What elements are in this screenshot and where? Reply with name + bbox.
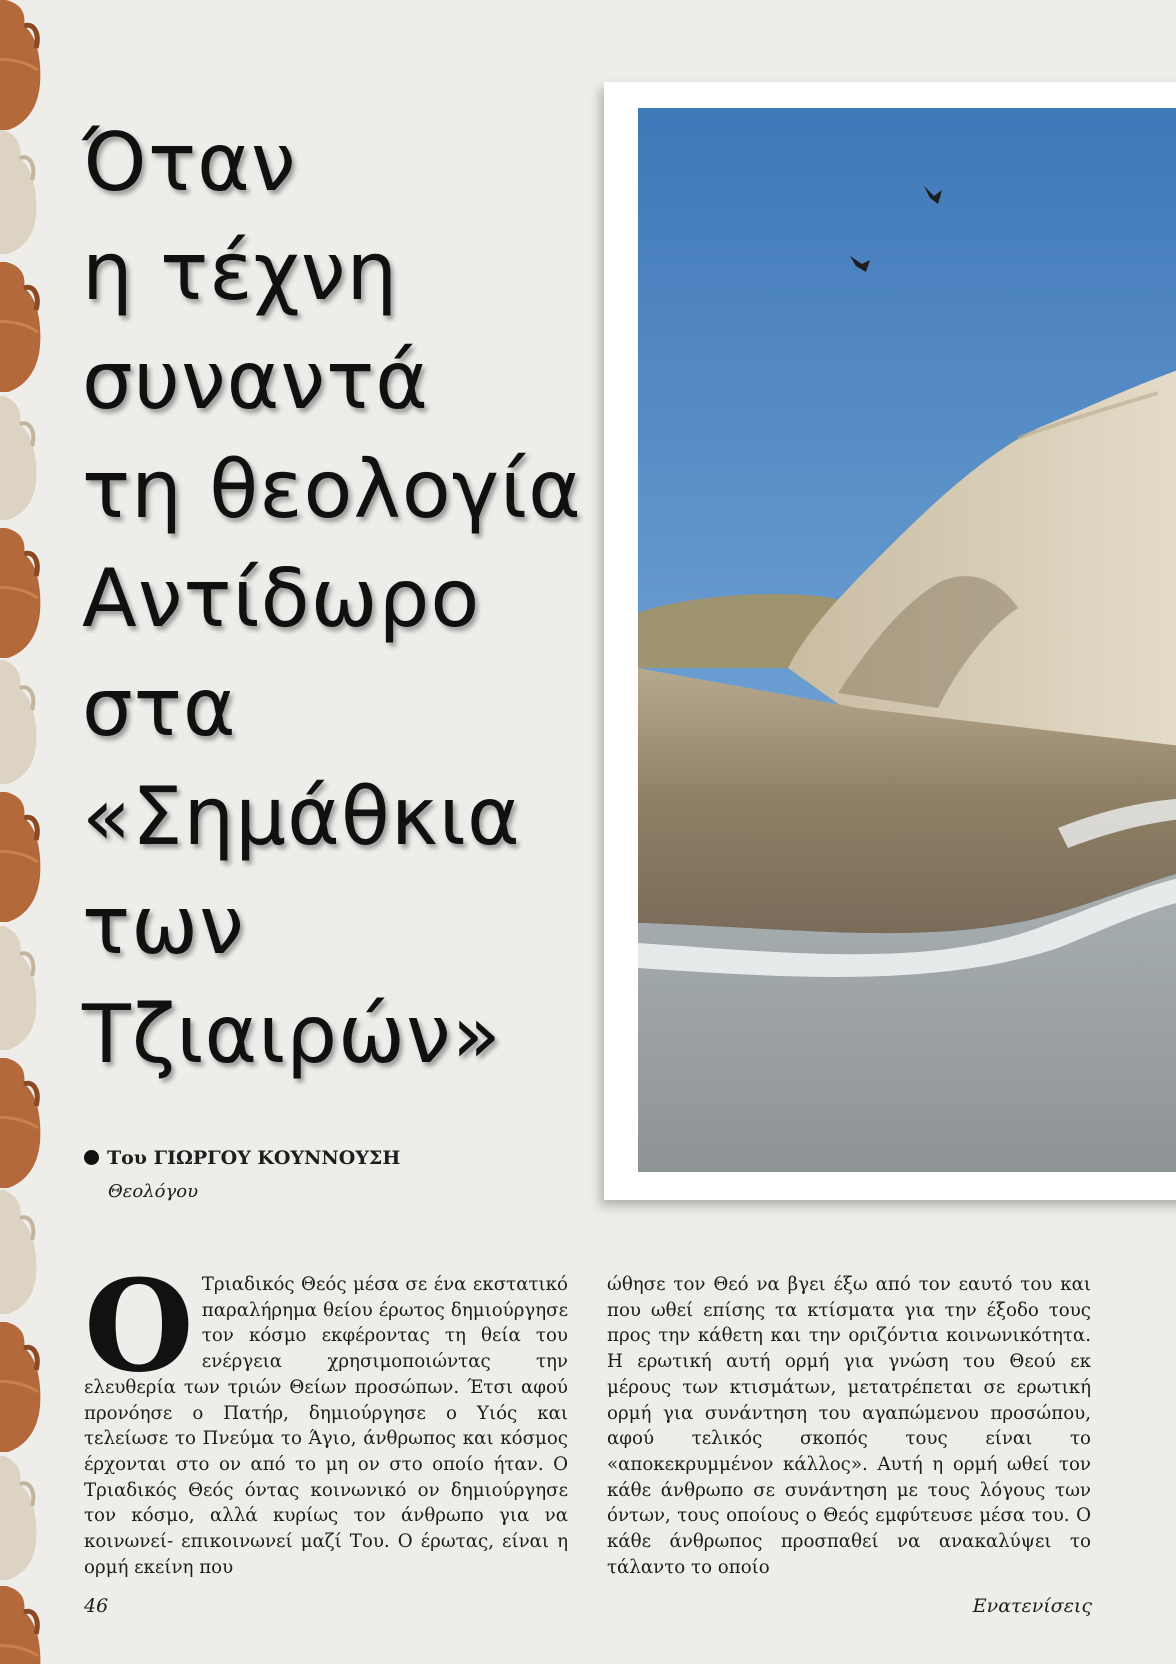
headline-line-3: συναντά — [82, 334, 429, 427]
right-column-text: ώθησε τον Θεό να βγει έξω από τον εαυτό του και που ωθεί επίσης τα κτίσματα για την έξοδο τους προς την κάθετη και την οριζόντια κοινωνικότητα. Η ερωτική αυτή ορμή για γνώση του Θεού εκ μέρους των κτισμάτων, μετατρέπεται σε ερωτική ορμή για συνάντηση του αγαπώμενου προσώπου, αφού τελικός σκοπός τους είναι το «αποκεκρυμμένον κάλλος». Αυτή η ορμή ωθεί τον κάθε άνθρωπο σε συνάντηση με τους λόγους των όντων, τους οποίους ο Θεός εμφύτευσε μέσα του. Ο κάθε άνθρωπος προσπαθεί να ανακαλύψει το τάλαντο το οποίο — [607, 1274, 1091, 1578]
headline-line-4: τη θεολογία — [82, 443, 582, 536]
headline-line-8: των — [82, 879, 245, 972]
body-column-left — [84, 1252, 568, 1580]
publication-name: Ενατενίσεις — [972, 1595, 1092, 1617]
headline-line-2: η τέχνη — [82, 225, 399, 318]
headline-line-6: στα — [82, 661, 237, 754]
left-column-text: Τριαδικός Θεός μέσα σε ένα εκστατικό παραλήρημα θείου έρωτος δημιούργησε τον κόσμο εκφέροντας τη θεία του ενέργεια χρησιμοποιώντας την ελευθερία των τριών Θείων προσώπων. Έτσι αφού προνόησε ο Πατήρ, δημιούργησε ο Υιός και τελείωσε το Πνεύμα το Άγιο, άνθρωπος και κόσμος έρχονται στο ον από το μη ον στο οποίο ήταν. Ο Τριαδικός Θεός όντας κοινωνικό ον δημιούργησε τον κόσμο, αλλά κυρίως τον άνθρωπο για να κοινωνεί- επικοινωνεί μαζί Του. Ο έρωτας, είναι η ορμή εκείνη που — [84, 1274, 568, 1578]
byline — [84, 1147, 400, 1169]
decorative-jug-border — [0, 0, 52, 1664]
headline-line-9: Τζιαιρών» — [82, 988, 502, 1081]
headline-line-1: Όταν — [82, 116, 297, 209]
author-role: Θεολόγου — [108, 1181, 199, 1202]
headline-line-5: Αντίδωρο — [82, 552, 481, 645]
photo-frame — [604, 82, 1176, 1200]
author-name: Του ΓΙΩΡΓΟΥ ΚΟΥΝΝΟΥΣΗ — [107, 1147, 401, 1169]
drop-cap: Ο — [84, 1252, 194, 1400]
article-headline — [82, 108, 602, 1089]
coastal-rock-photo — [638, 108, 1176, 1172]
headline-line-7: «Σημάθκια — [82, 770, 521, 863]
page-number: 46 — [84, 1595, 109, 1617]
body-column-right — [607, 1272, 1091, 1580]
bullet-icon — [84, 1150, 99, 1165]
